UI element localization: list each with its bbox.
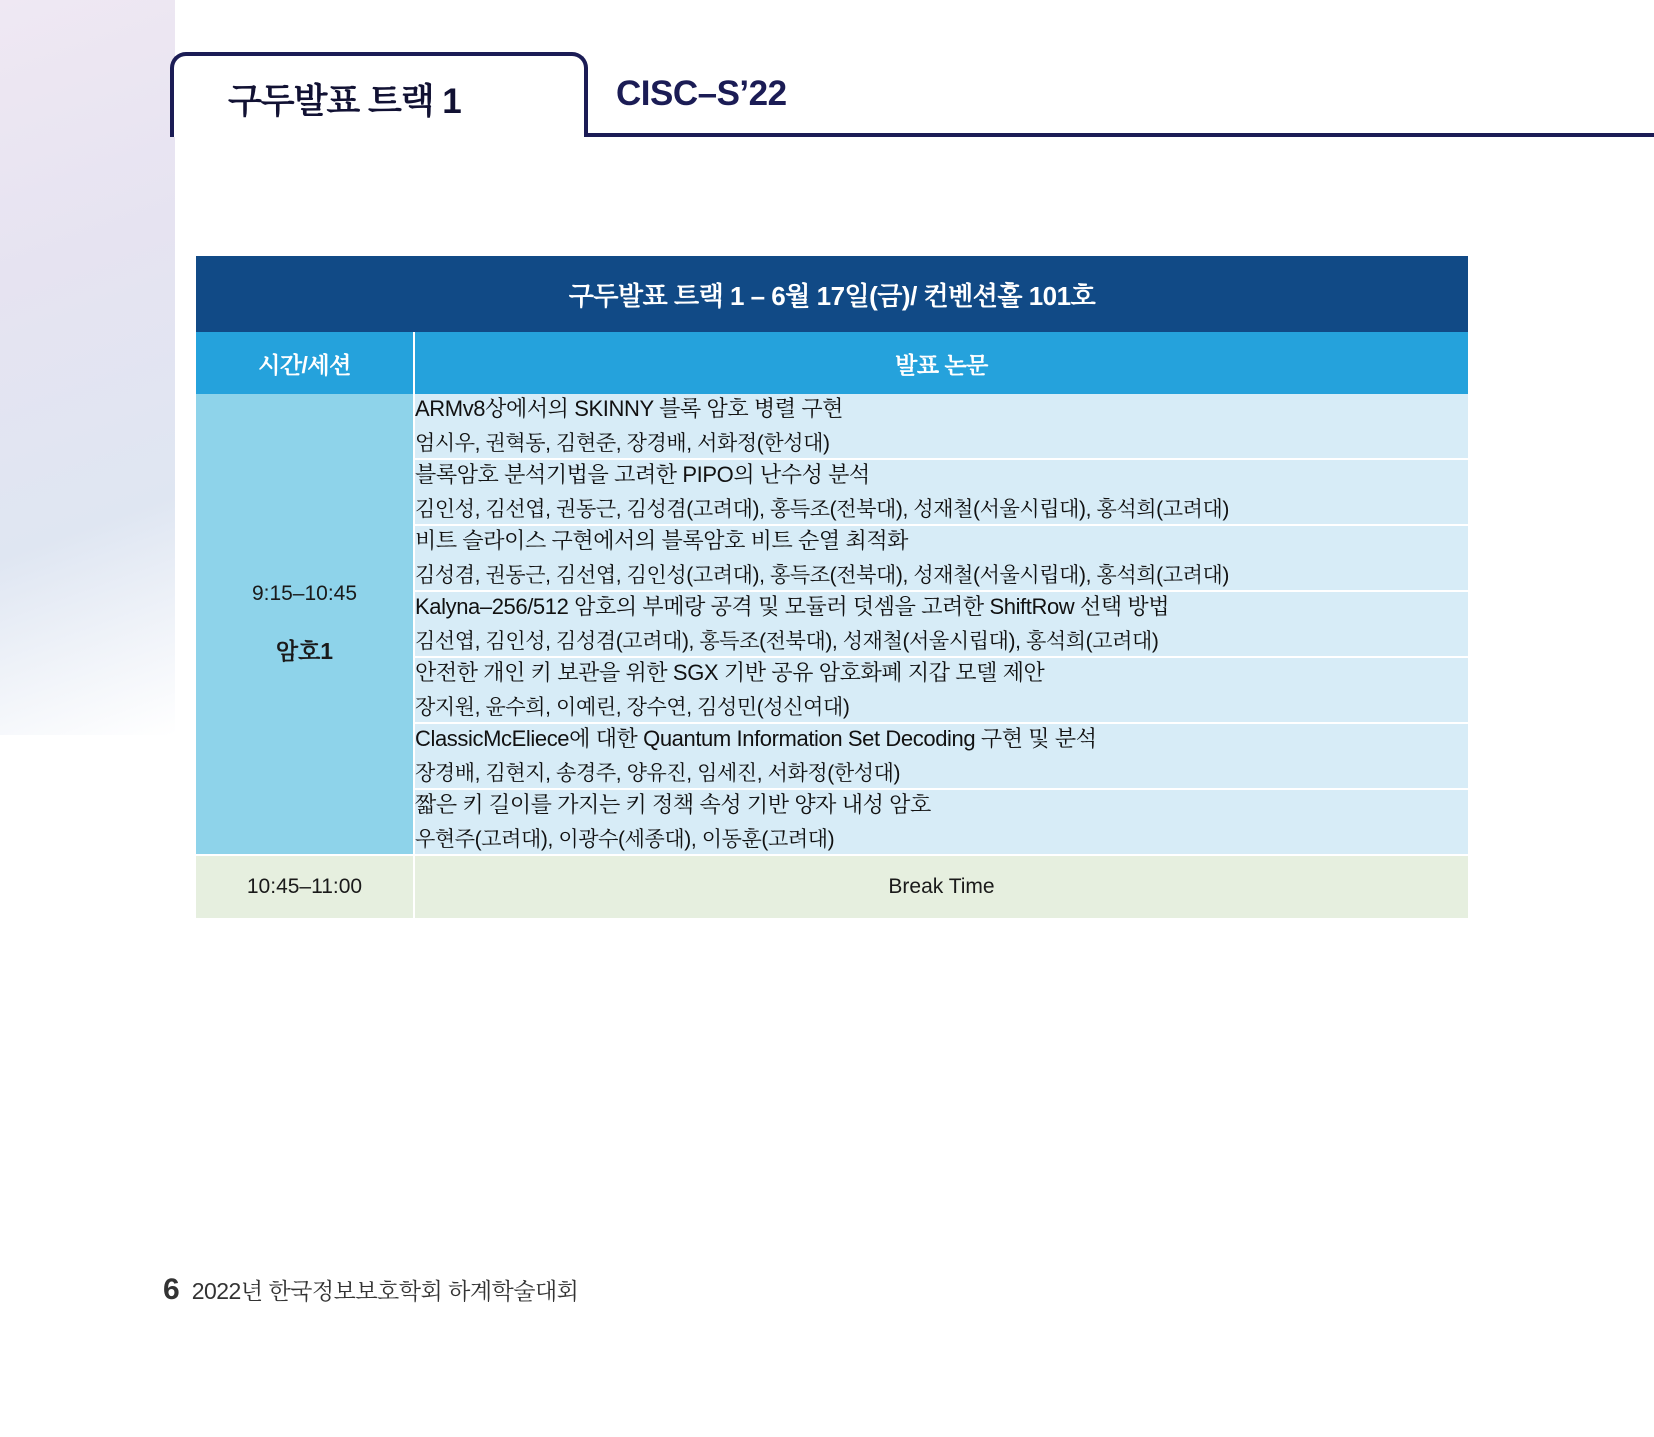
paper-cell xyxy=(414,459,1468,525)
conference-name: CISC–S’22 xyxy=(616,74,787,113)
table-row xyxy=(196,394,1468,459)
paper-title: ClassicMcEliece에 대한 Quantum Information Set Decoding 구현 및 분석 xyxy=(415,726,1097,752)
session-time-range: 9:15–10:45 xyxy=(251,581,358,605)
paper-cell xyxy=(414,723,1468,789)
paper-authors: 김인성, 김선엽, 권동근, 김성겸(고려대), 홍득조(전북대), 성재철(서울시립대), 홍석희(고려대) xyxy=(415,497,1229,521)
paper-cell xyxy=(414,394,1468,459)
paper-title: ARMv8상에서의 SKINNY 블록 암호 병렬 구현 xyxy=(415,396,844,421)
paper-authors: 장경배, 김현지, 송경주, 양유진, 임세진, 서화정(한성대) xyxy=(415,761,901,785)
paper-title: 안전한 개인 키 보관을 위한 SGX 기반 공유 암호화폐 지갑 모델 제안 xyxy=(415,660,1045,686)
paper-cell xyxy=(414,591,1468,657)
schedule-table xyxy=(196,256,1468,918)
paper-authors: 장지원, 윤수희, 이예린, 장수연, 김성민(성신여대) xyxy=(415,695,850,719)
paper-cell xyxy=(414,657,1468,723)
column-header-time: 시간/세션 xyxy=(196,332,414,394)
page-header xyxy=(0,0,1654,145)
table-title-row xyxy=(196,256,1468,332)
break-time: 10:45–11:00 xyxy=(196,855,414,918)
paper-cell xyxy=(414,789,1468,855)
paper-authors: 김선엽, 김인성, 김성겸(고려대), 홍득조(전북대), 성재철(서울시립대), 홍석희(고려대) xyxy=(415,629,1159,653)
table-title: 구두발표 트랙 1 – 6월 17일(금)/ 컨벤션홀 101호 xyxy=(196,256,1468,332)
paper-title: Kalyna–256/512 암호의 부메랑 공격 및 모듈러 덧셈을 고려한 ShiftRow 선택 방법 xyxy=(415,594,1170,620)
column-header-paper: 발표 논문 xyxy=(414,332,1468,394)
footer-text: 2022년 한국정보보호학회 하계학술대회 xyxy=(191,1278,579,1304)
page-number: 6 xyxy=(163,1273,180,1306)
paper-authors: 김성겸, 권동근, 김선엽, 김인성(고려대), 홍득조(전북대), 성재철(서울시립대), 홍석희(고려대) xyxy=(415,563,1229,587)
header-rule xyxy=(586,133,1654,137)
table-header-row xyxy=(196,332,1468,394)
header-tab-label: 구두발표 트랙 1 xyxy=(228,82,461,121)
paper-authors: 우현주(고려대), 이광수(세종대), 이동훈(고려대) xyxy=(415,827,835,851)
break-row xyxy=(196,855,1468,918)
paper-cell xyxy=(414,525,1468,591)
paper-title: 비트 슬라이스 구현에서의 블록암호 비트 순열 최적화 xyxy=(415,528,909,554)
break-label: Break Time xyxy=(414,855,1468,918)
paper-authors: 엄시우, 권혁동, 김현준, 장경배, 서화정(한성대) xyxy=(415,431,830,455)
session-name: 암호1 xyxy=(275,637,334,664)
page-footer xyxy=(163,1273,578,1307)
session-time-cell xyxy=(196,394,414,855)
paper-title: 짧은 키 길이를 가지는 키 정책 속성 기반 양자 내성 암호 xyxy=(415,792,931,818)
paper-title: 블록암호 분석기법을 고려한 PIPO의 난수성 분석 xyxy=(415,462,870,488)
